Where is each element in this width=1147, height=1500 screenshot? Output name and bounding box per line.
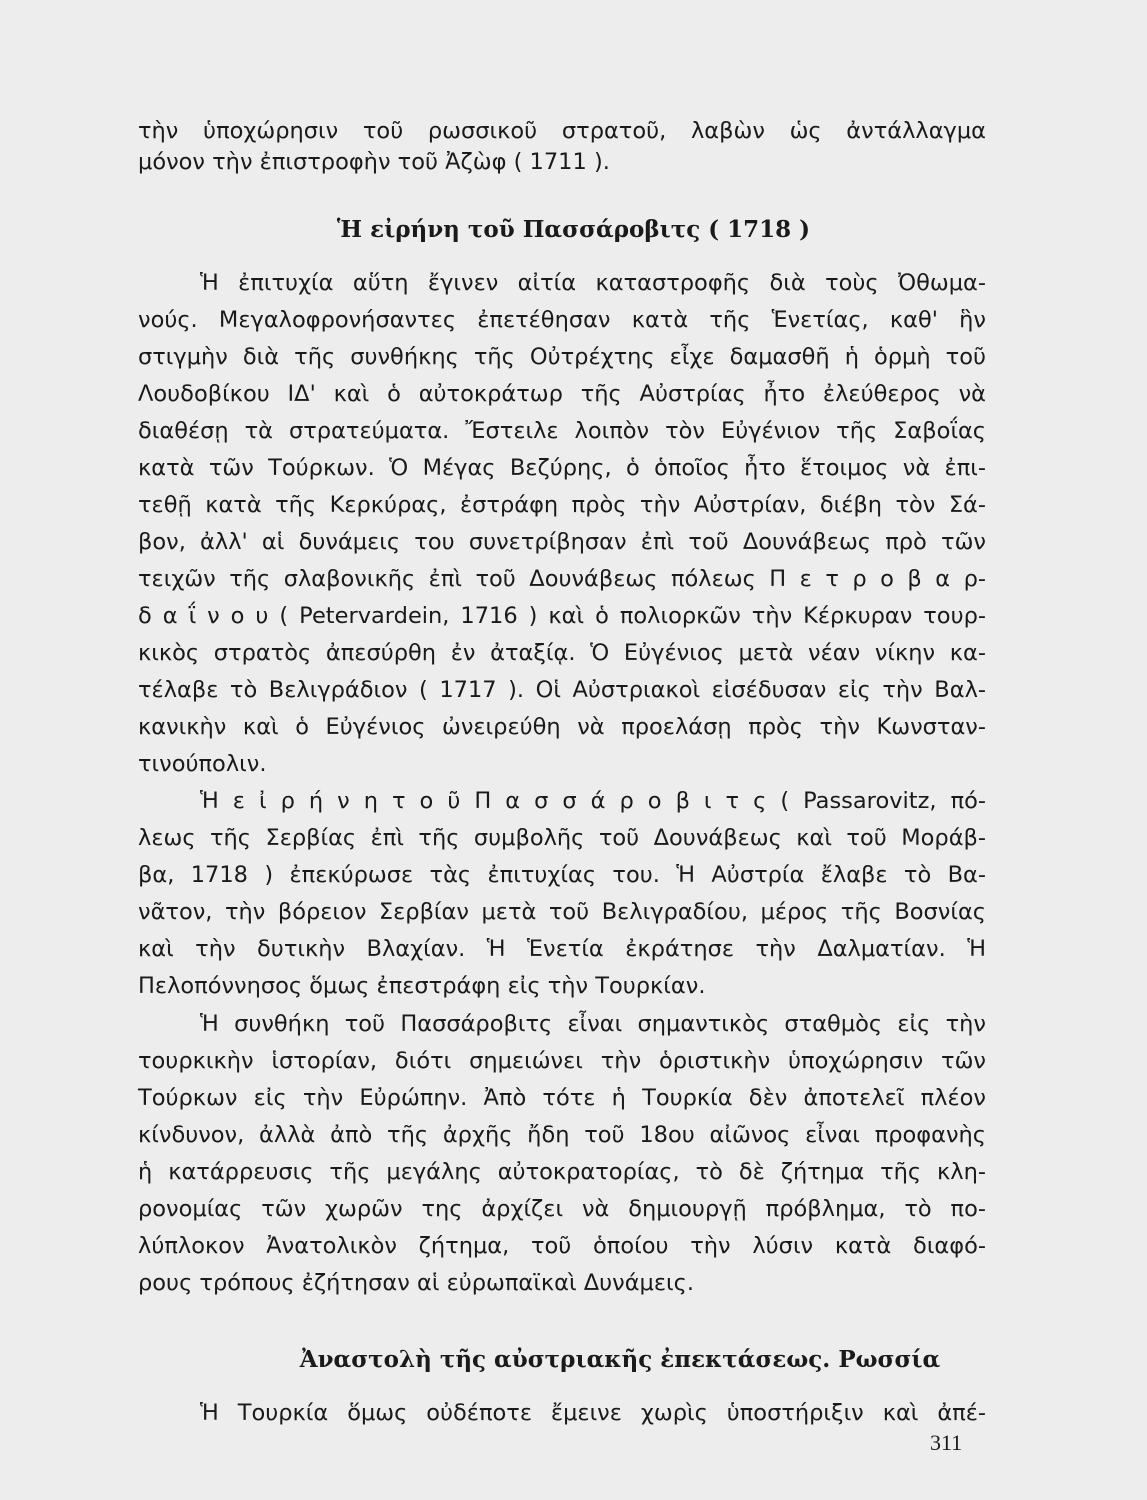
text-line: τινούπολιν. bbox=[138, 751, 267, 777]
text-line: μόνον τὴν ἐπιστροφὴν τοῦ Ἀζὼφ ( 1711 ). bbox=[138, 149, 610, 175]
page-number: 311 bbox=[930, 1430, 963, 1455]
text-line: στιγμὴν διὰ τῆς συνθήκης τῆς Οὐτρέχτης εἶχε δαμασθῆ ἡ ὁρμὴ τοῦ bbox=[138, 344, 986, 370]
text-line: τέλαβε τὸ Βελιγράδιον ( 1717 ). Οἱ Αὐστριακοὶ εἰσέδυσαν εἰς τὴν Βαλ- bbox=[138, 677, 986, 703]
section-heading: Ἀναστολὴ τῆς αὐστριακῆς ἐπεκτάσεως. Ρωσσία bbox=[299, 1346, 941, 1373]
text-line: Λουδοβίκου ΙΔ' καὶ ὁ αὐτοκράτωρ τῆς Αὐστρίας ἦτο ἐλεύθερος νὰ bbox=[138, 381, 986, 407]
text-line: τουρκικὴν ἱστορίαν, διότι σημειώνει τὴν ὁριστικὴν ὑποχώρησιν τῶν bbox=[138, 1048, 986, 1074]
text-line: λύπλοκον Ἀνατολικὸν ζήτημα, τοῦ ὁποίου τὴν λύσιν κατὰ διαφό- bbox=[138, 1233, 986, 1259]
text-line: ἡ κατάρρευσις τῆς μεγάλης αὐτοκρατορίας, τὸ δὲ ζήτημα τῆς κλη- bbox=[138, 1159, 986, 1185]
text-line: Τούρκων εἰς τὴν Εὐρώπην. Ἀπὸ τότε ἡ Τουρκία δὲν ἀποτελεῖ πλέον bbox=[138, 1085, 986, 1111]
text-line: Ἡ συνθήκη τοῦ Πασσάροβιτς εἶναι σημαντικὸς σταθμὸς εἰς τὴν bbox=[200, 1011, 986, 1037]
text-line: κικὸς στρατὸς ἀπεσύρθη ἐν ἀταξίᾳ. Ὁ Εὐγένιος μετὰ νέαν νίκην κα- bbox=[138, 640, 986, 666]
text-line: κίνδυνον, ἀλλὰ ἀπὸ τῆς ἀρχῆς ἤδη τοῦ 18ου αἰῶνος εἶναι προφανὴς bbox=[138, 1122, 986, 1148]
section-heading: Ἡ εἰρήνη τοῦ Πασσάροβιτς ( 1718 ) bbox=[336, 216, 811, 243]
text-line: βον, ἀλλ' αἱ δυνάμεις του συνετρίβησαν ἐπὶ τοῦ Δουνάβεως πρὸ τῶν bbox=[138, 529, 986, 555]
text-line: δ α ΐ ν ο υ ( Petervardein, 1716 ) καὶ ὁ πολιορκῶν τὴν Κέρκυραν τουρ- bbox=[138, 603, 986, 629]
text-line: καὶ τὴν δυτικὴν Βλαχίαν. Ἡ Ἑνετία ἐκράτησε τὴν Δαλματίαν. Ἡ bbox=[138, 936, 986, 962]
text-line: ρονομίας τῶν χωρῶν της ἀρχίζει νὰ δημιουργῇ πρόβλημα, τὸ πο- bbox=[138, 1196, 986, 1222]
text-line: νᾶτον, τὴν βόρειον Σερβίαν μετὰ τοῦ Βελιγραδίου, μέρος τῆς Βοσνίας bbox=[138, 899, 986, 925]
text-line: βα, 1718 ) ἐπεκύρωσε τὰς ἐπιτυχίας του. Ἡ Αὐστρία ἔλαβε τὸ Βα- bbox=[138, 862, 986, 888]
text-line: τειχῶν τῆς σλαβονικῆς ἐπὶ τοῦ Δουνάβεως πόλεως Π ε τ ρ ο β α ρ- bbox=[138, 566, 986, 592]
text-line: νούς. Μεγαλοφρονήσαντες ἐπετέθησαν κατὰ τῆς Ἑνετίας, καθ' ἣν bbox=[138, 307, 986, 333]
text-line: κανικὴν καὶ ὁ Εὐγένιος ὠνειρεύθη νὰ προελάσῃ πρὸς τὴν Κωνσταν- bbox=[138, 714, 986, 740]
text-line: Ἡ Τουρκία ὅμως οὐδέποτε ἔμεινε χωρὶς ὑποστήριξιν καὶ ἀπέ- bbox=[200, 1400, 986, 1426]
text-line: Πελοπόννησος ὅμως ἐπεστράφη εἰς τὴν Τουρκίαν. bbox=[138, 973, 706, 999]
text-line: τὴν ὑποχώρησιν τοῦ ρωσσικοῦ στρατοῦ, λαβὼν ὡς ἀντάλλαγμα bbox=[138, 118, 986, 144]
text-line: διαθέσῃ τὰ στρατεύματα. Ἔστειλε λοιπὸν τὸν Εὐγένιον τῆς Σαβοΐας bbox=[138, 418, 986, 444]
text-line: κατὰ τῶν Τούρκων. Ὁ Μέγας Βεζύρης, ὁ ὁποῖος ἦτο ἕτοιμος νὰ ἐπι- bbox=[138, 455, 986, 481]
text-line: τεθῇ κατὰ τῆς Κερκύρας, ἐστράφη πρὸς τὴν Αὐστρίαν, διέβη τὸν Σά- bbox=[138, 492, 986, 518]
text-line: Ἡ ἐπιτυχία αὕτη ἔγινεν αἰτία καταστροφῆς διὰ τοὺς Ὀθωμα- bbox=[200, 270, 986, 296]
text-line: Ἡ ε ἰ ρ ή ν η τ ο ῦ Π α σ σ ά ρ ο β ι τ ς ( Passarovitz, πό- bbox=[200, 788, 986, 814]
text-line: λεως τῆς Σερβίας ἐπὶ τῆς συμβολῆς τοῦ Δουνάβεως καὶ τοῦ Μοράβ- bbox=[138, 825, 986, 851]
text-line: ρους τρόπους ἐζήτησαν αἱ εὐρωπαϊκαὶ Δυνάμεις. bbox=[138, 1270, 694, 1296]
